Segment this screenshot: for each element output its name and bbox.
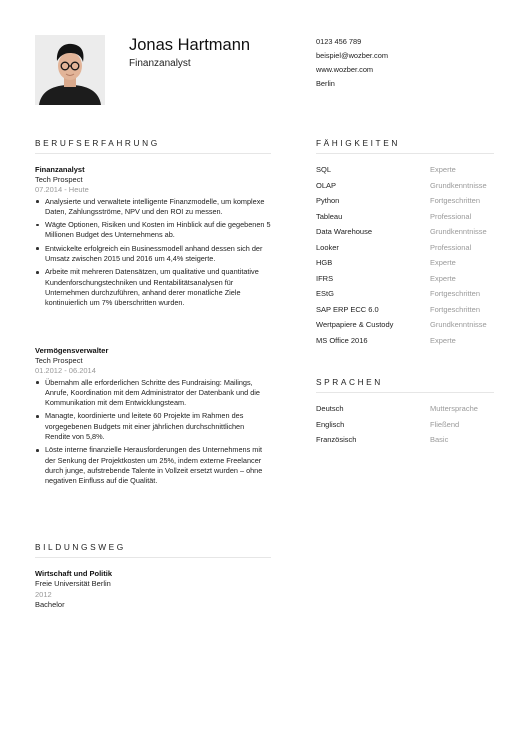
section-title-education: BILDUNGSWEG (35, 542, 126, 552)
section-divider (35, 557, 271, 558)
skill-row (316, 243, 496, 259)
experience-bullet: Entwickelte erfolgreich ein Businessmodell anhand dessen sich der Umsatz zwischen 2015 und 2016 um 4,4% steigerte. (35, 244, 271, 265)
skill-level: Grundkenntnisse (430, 320, 487, 329)
skill-name: SQL (316, 165, 332, 174)
skill-level: Professional (430, 211, 472, 221)
experience-bullets (35, 197, 271, 309)
contact-email: beispiel@wozber.com (316, 51, 388, 60)
skill-name: MS Office 2016 (316, 335, 368, 345)
language-name: Englisch (316, 419, 345, 429)
skill-level: Fortgeschritten (430, 196, 481, 205)
skill-level: Experte (430, 273, 456, 283)
skill-row (316, 289, 496, 305)
skill-name: Tableau (316, 211, 343, 221)
contact-city: Berlin (316, 79, 335, 88)
skill-name: SAP ERP ECC 6.0 (316, 304, 379, 314)
skill-level: Grundkenntnisse (430, 180, 487, 190)
skill-level: Experte (430, 165, 456, 174)
skill-row (316, 181, 496, 197)
skill-name: Wertpapiere & Custody (316, 320, 394, 329)
experience-bullet: Analysierte und verwaltete intelligente Finanzmodelle, um komplexe Daten, Zahlungsströme, NPV und den ROI zu messen. (35, 197, 271, 218)
experience-period: 07.2014 - Heute (35, 185, 89, 194)
language-row (316, 435, 496, 451)
experience-entry (35, 346, 271, 489)
profile-photo (35, 35, 105, 105)
skill-name: Python (316, 196, 340, 205)
skill-row (316, 258, 496, 274)
language-name: Deutsch (316, 404, 344, 413)
language-level: Basic (430, 435, 449, 444)
education-entry (35, 569, 271, 610)
skill-name: OLAP (316, 180, 337, 190)
section-divider (35, 153, 271, 154)
languages-list (316, 404, 496, 451)
education-degree: Wirtschaft und Politik (35, 569, 113, 578)
section-title-skills: FÄHIGKEITEN (316, 138, 400, 148)
experience-company: Tech Prospect (35, 356, 83, 365)
skill-name: EStG (316, 289, 334, 298)
skill-row (316, 196, 496, 212)
skill-row (316, 305, 496, 321)
skill-row (316, 336, 496, 352)
education-year: 2012 (35, 589, 52, 599)
section-title-experience: BERUFSERFAHRUNG (35, 138, 160, 148)
person-photo-icon (35, 35, 105, 105)
skill-row (316, 165, 496, 181)
language-row (316, 420, 496, 436)
experience-company: Tech Prospect (35, 175, 83, 184)
skill-level: Fortgeschritten (430, 304, 481, 314)
skill-level: Grundkenntnisse (430, 227, 487, 236)
education-school: Freie Universität Berlin (35, 579, 111, 589)
candidate-job-title: Finanzanalyst (129, 58, 191, 69)
skill-level: Experte (430, 258, 456, 267)
education-qualification: Bachelor (35, 599, 65, 609)
experience-bullets (35, 378, 271, 487)
skill-row (316, 320, 496, 336)
skills-list (316, 165, 496, 351)
candidate-name: Jonas Hartmann (129, 36, 251, 54)
contact-phone: 0123 456 789 (316, 37, 362, 46)
section-divider (316, 153, 494, 154)
skill-row (316, 274, 496, 290)
skill-name: HGB (316, 258, 333, 267)
skill-row (316, 212, 496, 228)
skill-name: IFRS (316, 273, 334, 283)
experience-bullet: Managte, koordinierte und leitete 60 Projekte im Rahmen des vorgegebenen Budgets mit einer jährlichen durchschnittlichen Rendite von 5,8%. (35, 411, 271, 442)
experience-title: Finanzanalyst (35, 165, 85, 174)
skill-level: Experte (430, 335, 456, 345)
language-name: Französisch (316, 435, 357, 444)
section-title-languages: SPRACHEN (316, 377, 383, 387)
language-row (316, 404, 496, 420)
contact-block (316, 35, 496, 91)
language-level: Muttersprache (430, 404, 478, 413)
experience-title: Vermögensverwalter (35, 346, 109, 355)
skill-name: Looker (316, 242, 339, 252)
section-divider (316, 392, 494, 393)
experience-period: 01.2012 - 06.2014 (35, 366, 96, 375)
experience-bullet: Wägte Optionen, Risiken und Kosten im Hinblick auf die gegebenen 5 Millionen Budget des Unternehmens ab. (35, 220, 271, 241)
language-level: Fließend (430, 419, 460, 429)
skill-level: Fortgeschritten (430, 289, 481, 298)
experience-bullet: Löste interne finanzielle Herausforderungen des Unternehmens mit der Senkung der Projektkosten um 25%, indem externe Freelancer durch junge, aufstrebende Talente in Vollzeit ersetzt wurden – ohne negativen Einfluss auf die Qualität. (35, 445, 271, 486)
contact-website: www.wozber.com (316, 65, 374, 74)
experience-bullet: Arbeite mit mehreren Datensätzen, um qualitative und quantitative Kundenforschungstechniken und Rentabilitätsanalysen für Unternehmen durchzuführen, anhand derer monatliche Ziele kontinuierlich um 7% überschritten wurden. (35, 267, 271, 308)
experience-bullet: Übernahm alle erforderlichen Schritte des Fundraising: Mailings, Anrufe, Koordination mit dem Administrator der Datenbank und die Kommunikation mit dem Entwicklungsteam. (35, 378, 271, 409)
skill-row (316, 227, 496, 243)
experience-entry (35, 165, 271, 311)
skill-name: Data Warehouse (316, 227, 373, 236)
skill-level: Professional (430, 242, 472, 252)
